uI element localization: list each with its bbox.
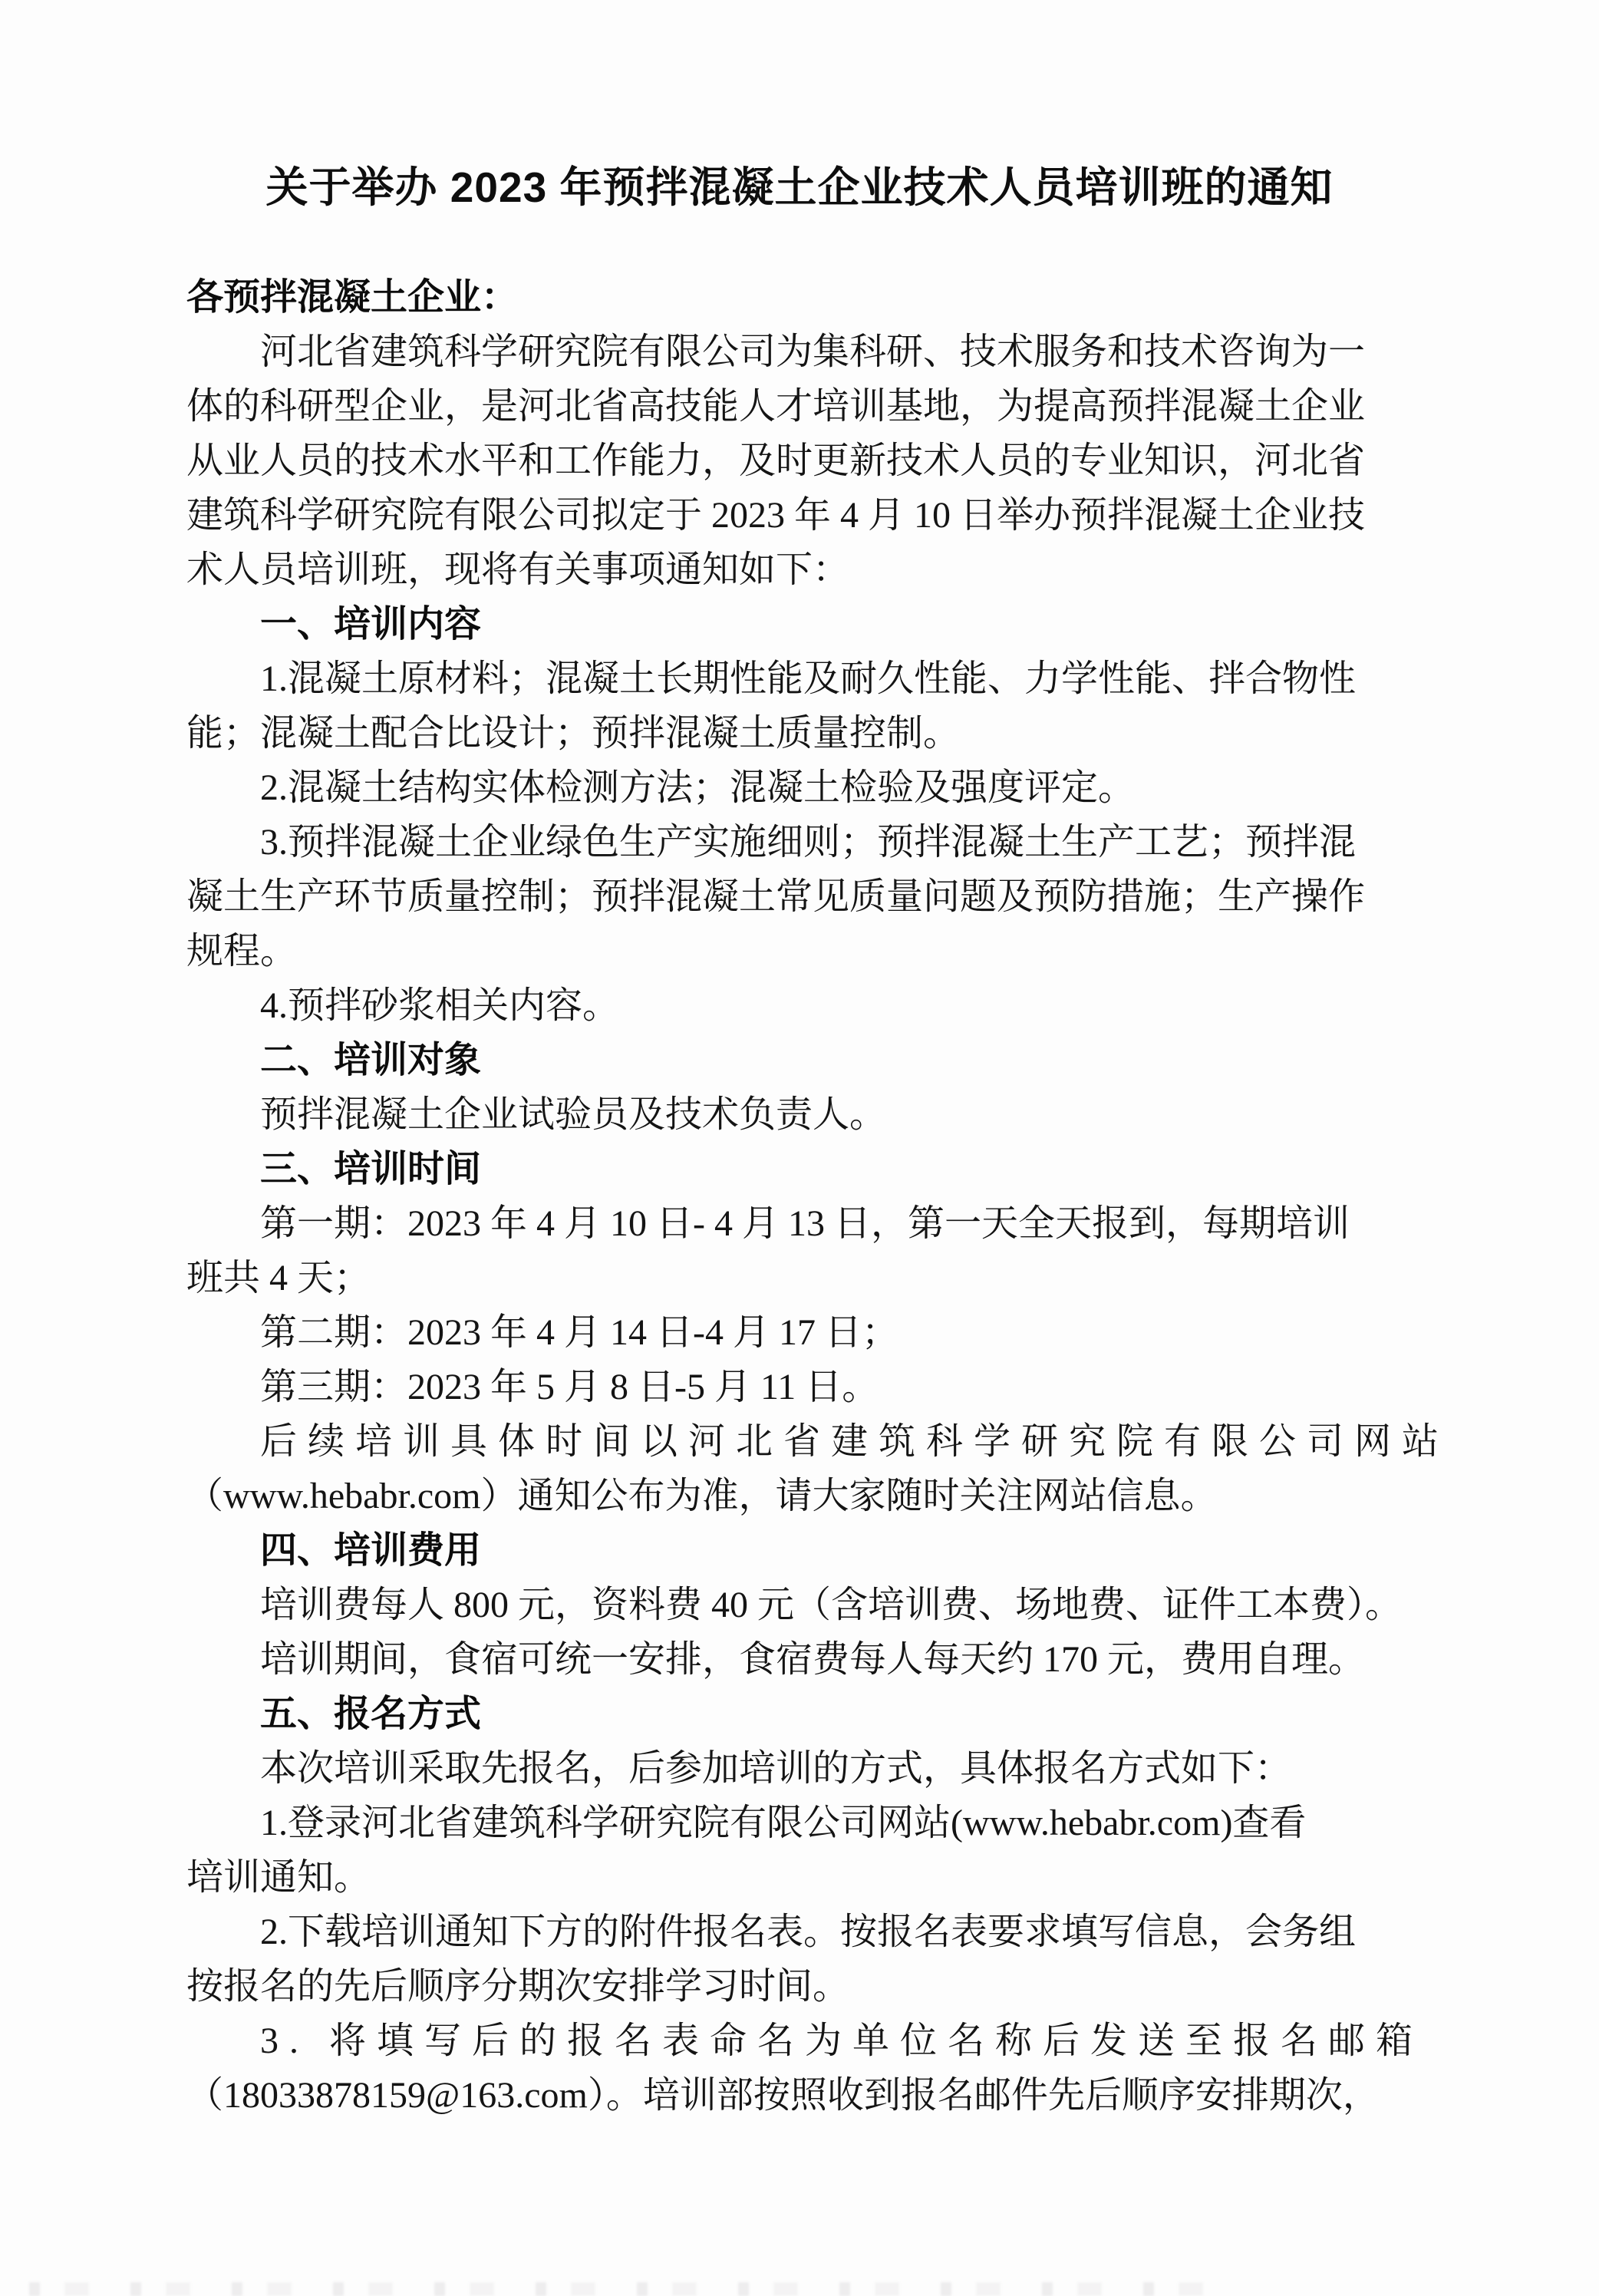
text-line: 培训通知。 [186, 1857, 371, 1898]
text-line: 后续培训具体时间以河北省建筑科学研究院有限公司网站 [260, 1421, 1450, 1462]
text-line: 预拌混凝土企业试验员及技术负责人。 [260, 1094, 887, 1135]
text-line: 本次培训采取先报名，后参加培训的方式，具体报名方式如下： [260, 1748, 1292, 1789]
text-line: 班共 4 天； [186, 1258, 371, 1298]
text-line: 3. 将填写后的报名表命名为单位名称后发送至报名邮箱 [260, 2021, 1424, 2061]
text-line: 1.登录河北省建筑科学研究院有限公司网站(www.hebabr.com)查看 [260, 1803, 1307, 1843]
text-line: 培训费每人 800 元，资料费 40 元（含培训费、场地费、证件工本费）。 [260, 1585, 1403, 1625]
text-line: 按报名的先后顺序分期次安排学习时间。 [186, 1966, 850, 2007]
text-line: 建筑科学研究院有限公司拟定于 2023 年 4 月 10 日举办预拌混凝土企业技 [186, 495, 1366, 536]
text-line: 2.混凝土结构实体检测方法；混凝土检验及强度评定。 [260, 767, 1136, 808]
text-line: 河北省建筑科学研究院有限公司为集科研、技术服务和技术咨询为一 [260, 332, 1366, 372]
section-heading-line: 一、培训内容 [260, 604, 482, 645]
section-heading-line: 各预拌混凝土企业： [186, 277, 519, 318]
text-line: 能；混凝土配合比设计；预拌混凝土质量控制。 [186, 713, 961, 754]
text-line: 体的科研型企业，是河北省高技能人才培训基地，为提高预拌混凝土企业 [186, 386, 1366, 427]
text-line: 1.混凝土原材料；混凝土长期性能及耐久性能、力学性能、拌合物性 [260, 658, 1357, 699]
section-heading-line: 四、培训费用 [260, 1530, 482, 1571]
text-line: （www.hebabr.com）通知公布为准，请大家随时关注网站信息。 [186, 1476, 1218, 1516]
text-line: 术人员培训班，现将有关事项通知如下： [186, 549, 850, 590]
section-heading-line: 二、培训对象 [260, 1040, 482, 1080]
text-line: 从业人员的技术水平和工作能力，及时更新技术人员的专业知识，河北省 [186, 440, 1366, 481]
text-line: 3.预拌混凝土企业绿色生产实施细则；预拌混凝土生产工艺；预拌混 [260, 822, 1357, 863]
text-line: 第三期：2023 年 5 月 8 日-5 月 11 日。 [260, 1367, 879, 1407]
text-line: 规程。 [186, 931, 298, 972]
section-heading-line: 五、报名方式 [260, 1694, 482, 1734]
text-line: （18033878159@163.com）。培训部按照收到报名邮件先后顺序安排期次， [186, 2075, 1380, 2116]
text-line: 第二期：2023 年 4 月 14 日-4 月 17 日； [260, 1312, 898, 1353]
text-line: 4.预拌砂浆相关内容。 [260, 985, 620, 1026]
text-line: 2.下载培训通知下方的附件报名表。按报名表要求填写信息，会务组 [260, 1912, 1357, 1952]
text-line: 凝土生产环节质量控制；预拌混凝土常见质量问题及预防措施；生产操作 [186, 876, 1366, 917]
document-title: 关于举办 2023 年预拌混凝土企业技术人员培训班的通知 [265, 163, 1334, 211]
document-body [186, 270, 1450, 2123]
section-heading-line: 三、培训时间 [260, 1149, 482, 1189]
text-line: 第一期：2023 年 4 月 10 日- 4 月 13 日，第一天全天报到，每期培训 [260, 1203, 1350, 1244]
text-line: 培训期间，食宿可统一安排，食宿费每人每天约 170 元，费用自理。 [260, 1639, 1366, 1680]
scan-artifact-strip [29, 2282, 1203, 2296]
